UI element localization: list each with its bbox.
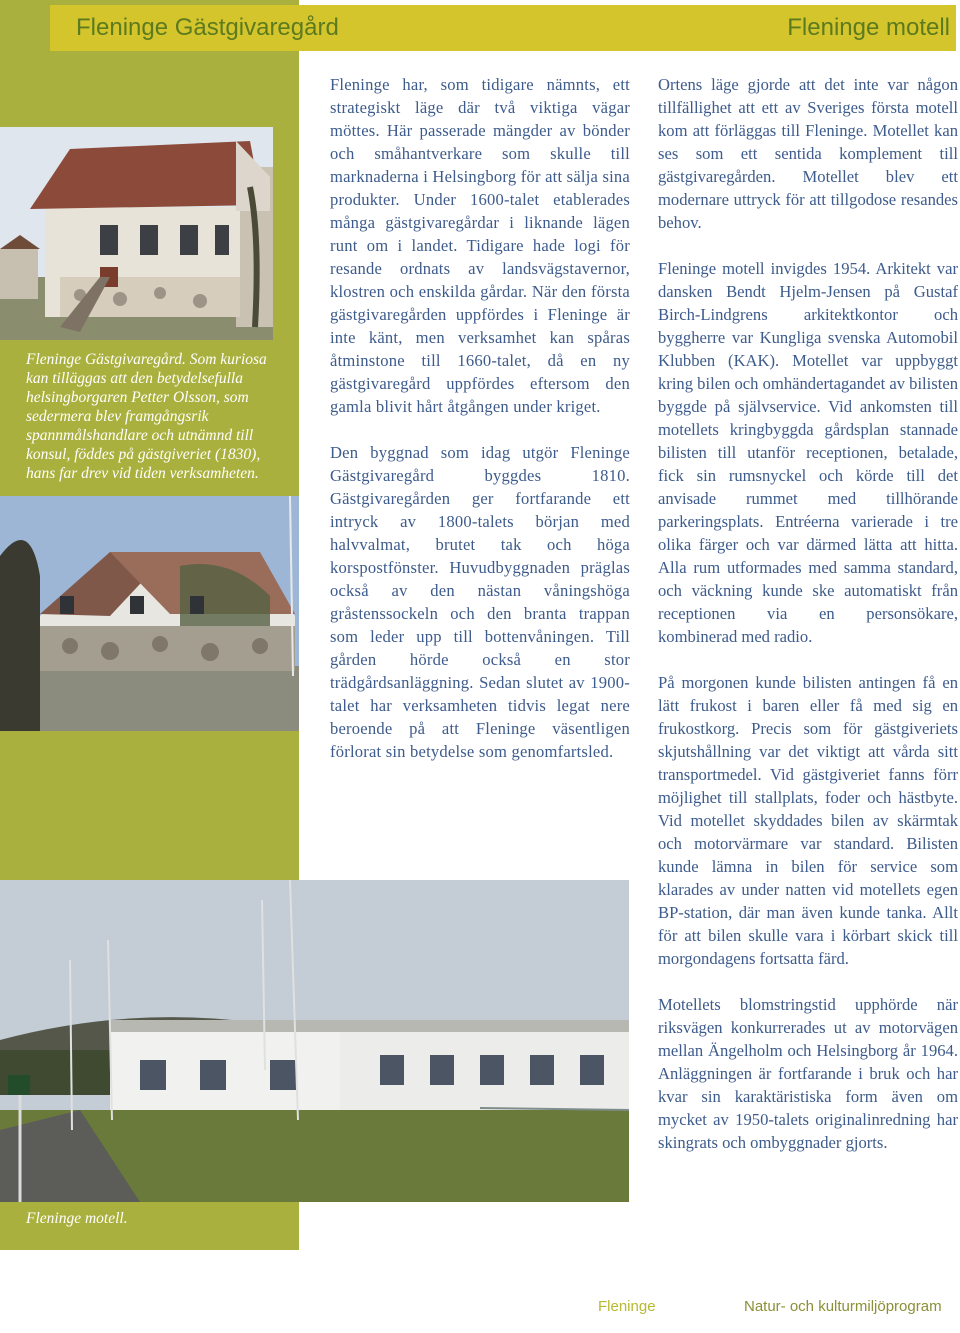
paragraph-decline: Motellets blomstringstid upphörde när riksvägen konkurrerades ut av motorvägen mellan Ängelholm och Helsingborg år 1964. Anläggningen är fortfarande i bruk och har kvar sin karaktäristiska form även om mycket av 1950-talets originalinredning har skingrats och ombyggnader gjorts. (658, 995, 958, 1152)
article-column-right (658, 73, 958, 1154)
photo-gastgivaregard-side (0, 496, 299, 731)
photo-gastgivaregard-front (0, 127, 273, 340)
caption-motell: Fleninge motell. (26, 1210, 128, 1227)
paragraph-motell-1954: Fleninge motell invigdes 1954. Arkitekt var dansken Bendt Hjelm-Jensen på Gustaf Birch-Lindgrens arkitektkontor och byggherre var Kungliga svenska Automobil Klubben (KAK). Motellet var uppbyggt kring bilen och omhändertagandet av bilisten byggde på självservice. Vid ankomsten till motellets kringbyggda gårdsplan stannade bilisten till utanför receptionen, betalade, fick sin rumsnyckel och körde till det anvisade rummet med tillhörande parkeringsplats. Entréerna varierade i tre olika färger och var därmed lätta att hitta. Alla rum utformades med samma standard, och väckning kunde ske automatiskt från receptionen via en personsökare, kombinerad med radio. (658, 259, 958, 646)
header-title-left: Fleninge Gästgivaregård (76, 14, 339, 41)
page-number: 10 (50, 1268, 77, 1295)
paragraph-history: Fleninge har, som tidigare nämnts, ett strategiskt läge där två viktiga vägar möttes. Här passerade mängder av bönder och småhantverkare som skulle till marknaderna i Helsingborg för att sälja sina produkter. Under 1600-talet etablerades många gästgivaregårdar i liknande lägen runt om i landet. Tidigare hade logi för resande ordnats av landsvägstavernor, klostren och enskilda gårdar. När den första gästgivaregården uppfördes i Fleninge är inte känt, men verksamhet kan spåras åtminstone till 1660-talet, då en ny gästgivaregård uppfördes eftersom den gamla blivit hårt åtgången under kriget. (330, 75, 630, 416)
paragraph-morning: På morgonen kunde bilisten antingen få en lätt frukost i baren eller få med sig en frukostkorg. Precis som för gästgiveriets skjutshållning var det viktigt att vårda sitt transportmedel. Vid gästgiveriet fanns förr möjlighet till stallplats, foder och hästbyte. Vid motellet skyddades bilen av skärmtak och motorvärmare var standard. Bilisten kunde lämna in bilen för service som klarades av under natten vid motellets egen BP-station, där man även kunde tanka. Allt för att bilen skulle vara i körbart skick till morgondagens fortsatta färd. (658, 673, 958, 968)
footer-program-label: Natur- och kulturmiljöprogram (744, 1298, 942, 1315)
footer-place-label: Fleninge (598, 1298, 656, 1315)
paragraph-motell-intro: Ortens läge gjorde att det inte var någon tillfällighet att ett av Sveriges första motell kom att förläggas till Fleninge. Motellet kan ses som ett sentida komplement till gästgivaregården. Motellet blev ett modernare uttryck för att tillgodose resandes behov. (658, 75, 958, 232)
footer-section-label: Fleninge vägsamhälle (80, 1275, 217, 1291)
paragraph-building: Den byggnad som idag utgör Fleninge Gästgivaregård byggdes 1810. Gästgivaregården ger fortfarande ett intryck av 1800-talets början med halvvalmat, brutet tak och höga korspostfönster. Huvudbyggnaden präglas också av den nästan våningshöga gråstenssockeln och den branta trappan som leder upp till bottenvåningen. Till gården hörde också en stor trädgårdsanläggning. Sedan slutet av 1900-talet har verksamheten tidvis legat nere beroende på att Fleninge väsentligen förlorat sin betydelse som genomfartsled. (330, 443, 630, 761)
header-title-right: Fleninge motell (787, 14, 950, 41)
caption-gastgivaregard: Fleninge Gästgivaregård. Som kuriosa kan tilläggas att den betydelsefulla helsingborgaren Petter Olsson, som sedermera blev framgångsrik spannmålshandlare och utnämnd till konsul, föddes på gästgiveriet (1830), hans far drev vid tiden verksamheten. (26, 351, 267, 482)
photo-motell (0, 880, 629, 1202)
article-column-middle (330, 73, 630, 763)
